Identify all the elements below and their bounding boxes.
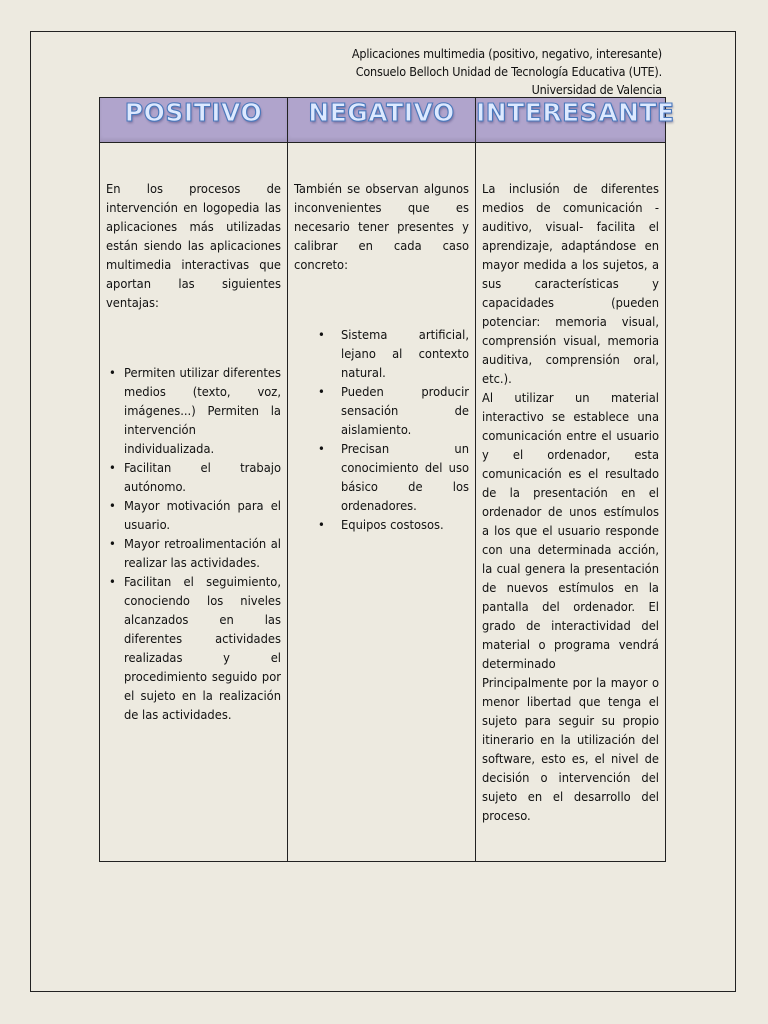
- positivo-cell: [100, 143, 288, 862]
- header-negativo: NEGATIVO: [288, 98, 476, 143]
- positivo-intro: En los procesos de intervención en logopedia las aplicaciones más utilizadas están siendo las aplicaciones multimedia interactivas que aportan las siguientes ventajas:: [106, 182, 281, 311]
- list-item: • Pueden producir sensación de aislamiento.: [294, 383, 469, 440]
- table-header-row: [100, 98, 666, 143]
- header-interesante: INTERESANTE: [476, 98, 666, 143]
- list-item: • Sistema artificial, lejano al contexto natural.: [294, 326, 469, 383]
- positivo-list: [106, 364, 281, 725]
- list-item: • Permiten utilizar diferentes medios (texto, voz, imágenes...) Permiten la intervención individualizada.: [106, 364, 281, 459]
- header-author: Consuelo Belloch Unidad de Tecnología Educativa (UTE).: [355, 64, 662, 79]
- list-item: • Equipos costosos.: [294, 516, 469, 535]
- list-item: • Facilitan el seguimiento, conociendo los niveles alcanzados en las diferentes actividades realizadas y el procedimiento seguido por el sujeto en la realización de las actividades.: [106, 573, 281, 725]
- interesante-paragraph: La inclusión de diferentes medios de comunicación - auditivo, visual- facilita el aprendizaje, adaptándose en mayor medida a los sujetos, a sus características y capacidades (pueden potenciar: memoria visual, comprensión visual, memoria auditiva, comprensión oral, etc.).: [482, 182, 659, 387]
- header-positivo: POSITIVO: [100, 98, 288, 143]
- header-title: Aplicaciones multimedia (positivo, negativo, interesante): [351, 46, 662, 61]
- negativo-intro: También se observan algunos inconvenientes que es necesario tener presentes y calibrar en cada caso concreto:: [294, 182, 469, 273]
- list-item: • Mayor retroalimentación al realizar las actividades.: [106, 535, 281, 573]
- pni-table: [99, 97, 675, 862]
- table-body-row: [100, 143, 666, 862]
- interesante-paragraph: Al utilizar un material interactivo se establece una comunicación entre el usuario y el ordenador, esta comunicación es el resultado de la presentación en el ordenador de unos estímulos a los que el usuario responde con una determinada acción, la cual genera la presentación de nuevos estímulos en la pantalla del ordenador. El grado de interactividad del material o programa vendrá determinado: [482, 391, 659, 672]
- negativo-list: [294, 326, 469, 535]
- interesante-paragraph: Principalmente por la mayor o menor libertad que tenga el sujeto para seguir su propio itinerario en la utilización del software, esto es, el nivel de decisión o intervención del sujeto en el desarrollo del proceso.: [482, 676, 659, 824]
- list-item: • Facilitan el trabajo autónomo.: [106, 459, 281, 497]
- list-item: • Mayor motivación para el usuario.: [106, 497, 281, 535]
- header-institution: Universidad de Valencia: [531, 82, 662, 97]
- interesante-cell: [476, 143, 666, 862]
- list-item: • Precisan un conocimiento del uso básico de los ordenadores.: [294, 440, 469, 516]
- negativo-cell: [288, 143, 476, 862]
- document-header: [352, 45, 662, 99]
